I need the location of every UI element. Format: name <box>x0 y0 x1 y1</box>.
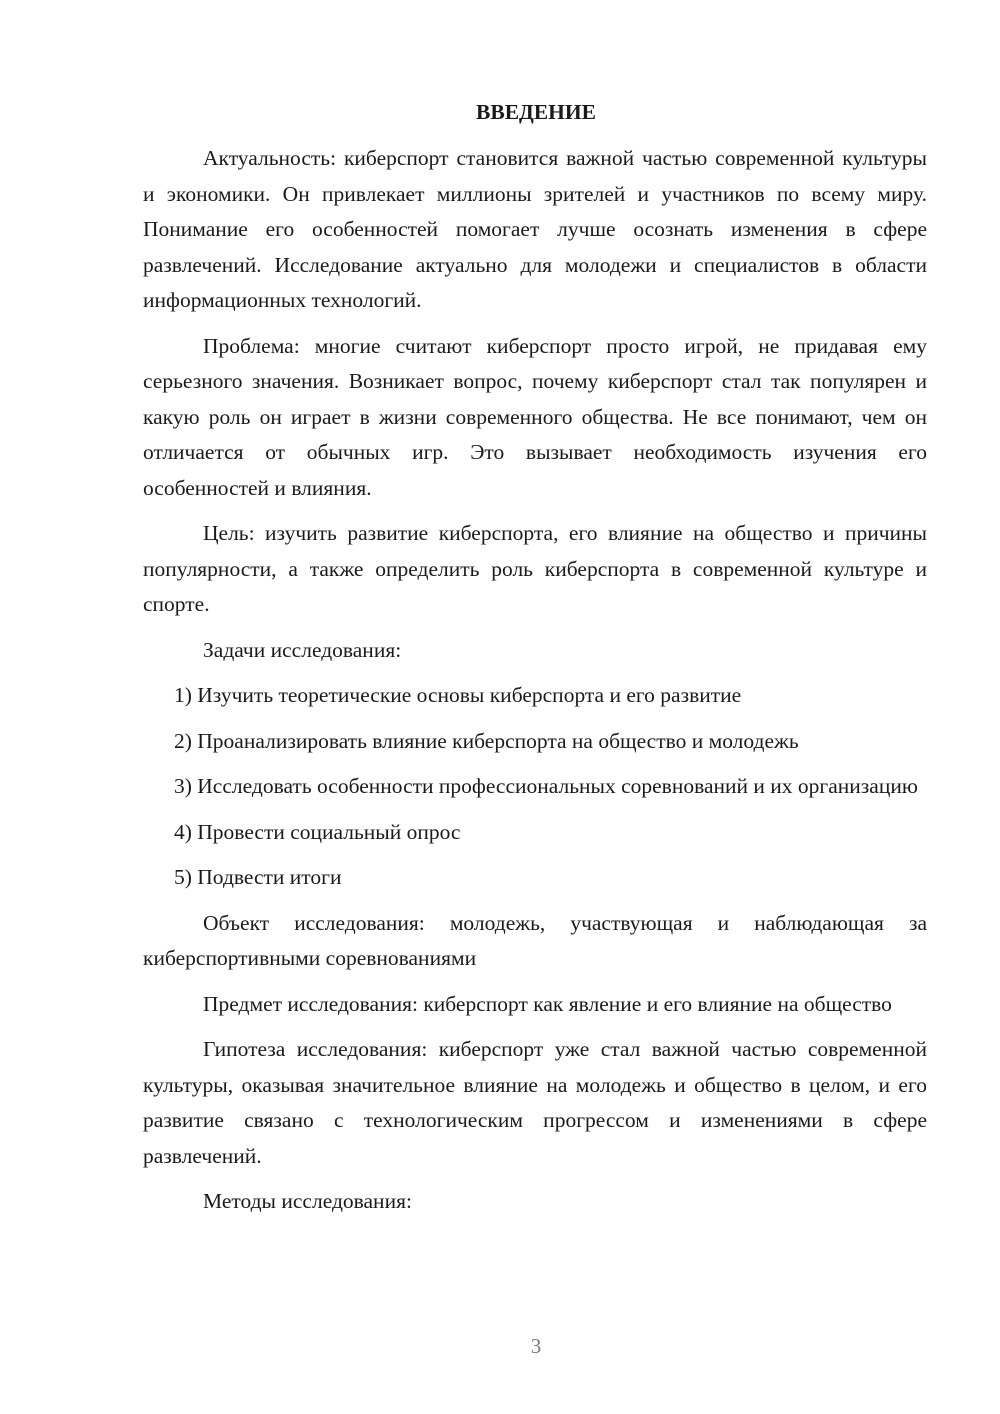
list-item: 4) Провести социальный опрос <box>174 819 461 844</box>
hypothesis-paragraph: Гипотеза исследования: киберспорт уже стал важной частью современной культуры, оказывая значительное влияние на молодежь и общество в целом, и его развитие связано с технологическим прогрессом и изменениями в сфере развлечений. <box>143 1037 927 1168</box>
list-item: 2) Проанализировать влияние киберспорта на общество и молодежь <box>174 728 799 753</box>
subject-paragraph: Предмет исследования: киберспорт как явление и его влияние на общество <box>203 991 892 1016</box>
methods-heading: Методы исследования: <box>203 1189 412 1213</box>
goal-paragraph: Цель: изучить развитие киберспорта, его влияние на общество и причины популярности, а также определить роль киберспорта в современной культуре и спорте. <box>143 521 927 616</box>
object-paragraph: Объект исследования: молодежь, участвующая и наблюдающая за киберспортивными соревнованиями <box>143 910 927 970</box>
list-item: 5) Подвести итоги <box>174 865 342 889</box>
list-item: 3) Исследовать особенности профессиональных соревнований и их организацию <box>174 774 918 798</box>
tasks-heading: Задачи исследования: <box>203 637 402 662</box>
page-number: 3 <box>530 1334 542 1358</box>
page-title: ВВЕДЕНИЕ <box>476 100 596 124</box>
list-item: 1) Изучить теоретические основы киберспорта и его развитие <box>174 683 742 707</box>
document-page <box>143 94 927 1230</box>
relevance-paragraph: Актуальность: киберспорт становится важной частью современной культуры и экономики. Он привлекает миллионы зрителей и участников по всему миру. Понимание его особенностей помогает лучше осознать изменения в сфере развлечений. Исследование актуально для молодежи и специалистов в области информационных технологий. <box>143 146 927 312</box>
problem-paragraph: Проблема: многие считают киберспорт просто игрой, не придавая ему серьезного значения. Возникает вопрос, почему киберспорт стал так популярен и какую роль он играет в жизни современного общества. Не все понимают, чем он отличается от обычных игр. Это вызывает необходимость изучения его особенностей и влияния. <box>143 333 927 500</box>
tasks-list <box>143 678 927 896</box>
